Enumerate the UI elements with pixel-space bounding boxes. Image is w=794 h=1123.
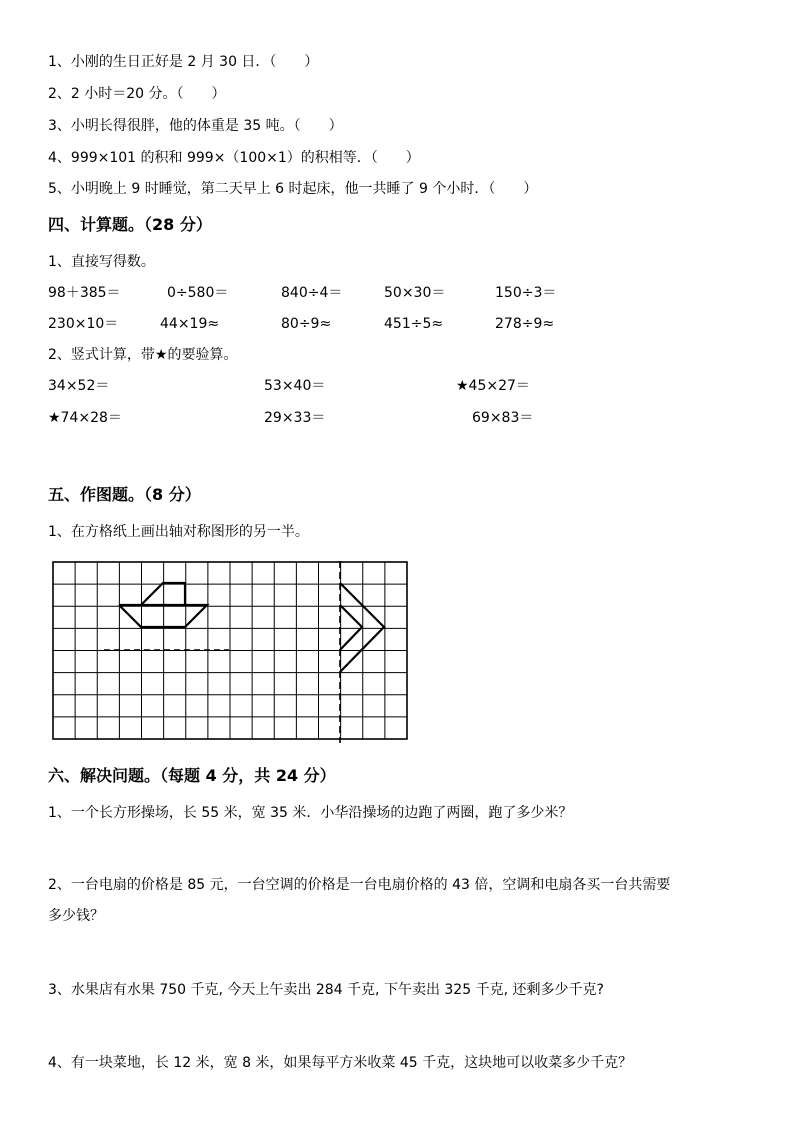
direct-calc-item: 451÷5≈ — [384, 316, 444, 332]
boat-sail-shape — [141, 583, 185, 605]
direct-calc-item: 50×30＝ — [384, 285, 446, 301]
draw-question-1: 1、在方格纸上画出轴对称图形的另一半。 — [48, 524, 309, 540]
direct-calc-item: 44×19≈ — [160, 316, 220, 332]
judge-item-3: 3、小明长得很胖，他的体重是 35 吨。（ ） — [48, 118, 343, 134]
judge-item-5: 5、小明晚上 9 时睡觉，第二天早上 6 时起床，他一共睡了 9 个小时．（ ） — [48, 181, 538, 197]
judge-item-4: 4、999×101 的积和 999×（100×1）的积相等．（ ） — [48, 150, 420, 166]
boat-hull-shape — [119, 605, 207, 627]
section-heading-calc: 四、计算题。（28 分） — [48, 215, 212, 234]
direct-calc-item: 0÷580＝ — [167, 285, 229, 301]
arrow-inner-shape — [340, 605, 362, 650]
section-heading-solve: 六、解决问题。（每题 4 分，共 24 分） — [48, 766, 336, 785]
vertical-calc-item: ★74×28＝ — [48, 410, 122, 426]
direct-calc-item: 278÷9≈ — [495, 316, 555, 332]
solve-question-3: 3、水果店有水果 750 千克, 今天上午卖出 284 千克, 下午卖出 325 千克, 还剩多少千克? — [48, 982, 604, 998]
solve-question-4: 4、有一块菜地，长 12 米，宽 8 米，如果每平方米收菜 45 千克，这块地可以收菜多少千克？ — [48, 1055, 633, 1071]
grid-paper — [52, 561, 410, 743]
vertical-calc-item: 34×52＝ — [48, 378, 110, 394]
direct-calc-item: 80÷9≈ — [281, 316, 332, 332]
direct-calc-item: 98＋385＝ — [48, 285, 121, 301]
section-heading-draw: 五、作图题。（8 分） — [48, 485, 201, 504]
vertical-calc-title: 2、竖式计算，带★的要验算。 — [48, 347, 238, 363]
solve-question-2-line1: 2、一台电扇的价格是 85 元，一台空调的价格是一台电扇价格的 43 倍，空调和电扇各买一台共需要 — [48, 877, 671, 893]
solve-question-2-line2: 多少钱？ — [48, 908, 104, 924]
direct-calc-item: 230×10＝ — [48, 316, 119, 332]
vertical-calc-item: 69×83＝ — [472, 410, 534, 426]
judge-item-1: 1、小刚的生日正好是 2 月 30 日．（ ） — [48, 54, 319, 70]
judge-item-2: 2、2 小时＝20 分。（ ） — [48, 86, 226, 102]
direct-calc-title: 1、直接写得数。 — [48, 254, 155, 270]
vertical-calc-item: 53×40＝ — [264, 378, 326, 394]
direct-calc-item: 840÷4＝ — [281, 285, 343, 301]
direct-calc-item: 150÷3＝ — [495, 285, 557, 301]
solve-question-1: 1、一个长方形操场，长 55 米，宽 35 米．小华沿操场的边跑了两圈，跑了多少米？ — [48, 805, 573, 821]
vertical-calc-item: 29×33＝ — [264, 410, 326, 426]
vertical-calc-item: ★45×27＝ — [456, 378, 530, 394]
